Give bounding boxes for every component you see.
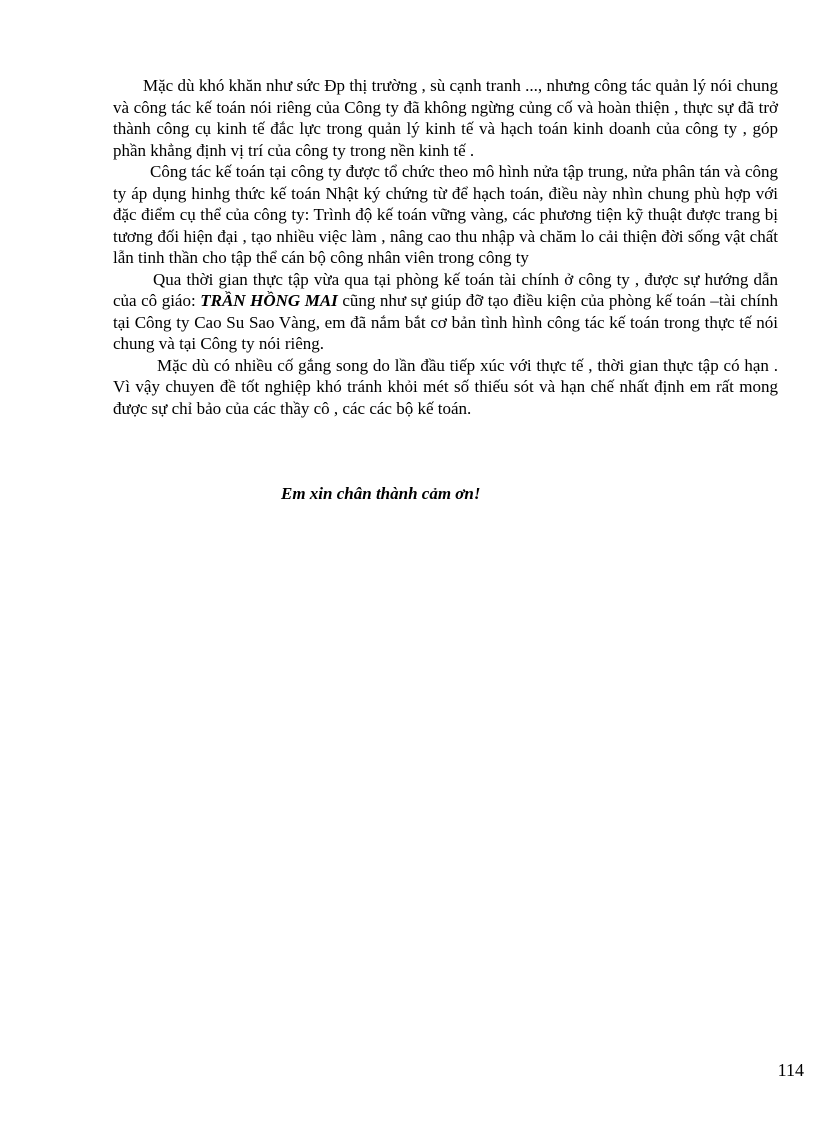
paragraph-4-text: Mặc dù có nhiều cố gắng song do lần đầu tiếp xúc với thực tế , thời gian thực tập có hạn . Vì vậy chuyen đề tốt nghiệp khó tránh khỏi mét số thiếu sót và hạn chế nhất định em rất mong được sự chỉ bảo của các thầy cô , các các bộ kế toán.	[113, 355, 778, 418]
paragraph-2-text: Công tác kế toán tại công ty được tổ chức theo mô hình nửa tập trung, nửa phân tán và công ty áp dụng hinhg thức kế toán Nhật ký chứng từ để hạch toán, điều này nhìn chung phù hợp với đặc điểm cụ thể của công ty: Trình độ kế toán vững vàng, các phương tiện kỹ thuật được trang bị tương đối hiện đại , tạo nhiều việc làm , nâng cao thu nhập và chăm lo cải thiện đời sống vật chất lẫn tinh thần cho tập thể cán bộ công nhân viên trong công ty	[113, 162, 778, 267]
paragraph-3-text-after: cũng như sự giúp đỡ tạo điều kiện của phòng kế toán –tài chính tại Công ty Cao Su Sao Vàng, em đã nắm bắt cơ bản tình hình công tác kế toán trong thực tế nói chung và tại Công ty nói riêng.	[113, 291, 779, 353]
paragraph-2	[113, 161, 778, 269]
paragraph-1	[113, 75, 778, 161]
paragraph-1-text: Mặc dù khó khăn như sức Đp thị trường , sù cạnh tranh ..., nhưng công tác quản lý nói chung và công tác kế toán nói riêng của Công ty đã không ngừng củng cố và hoàn thiện , thực sự đã trở thành công cụ kinh tế đắc lực trong quản lý kinh tế và hạch toán kinh doanh của công ty , góp phần khẳng định vị trí của công ty trong nền kinh tế .	[113, 76, 778, 160]
teacher-name: TRẦN HỒNG MAI	[200, 291, 338, 310]
body-text	[113, 75, 778, 419]
paragraph-4	[113, 355, 778, 420]
paragraph-3	[113, 269, 778, 355]
closing-thanks: Em xin chân thành cảm ơn!	[281, 484, 481, 503]
page-number: 114	[777, 1060, 804, 1080]
paragraph-3-text-before: Qua thời gian thực tập vừa qua tại phòng kế toán tài chính ở công ty , được sự hướng dẫn của cô giáo:	[113, 269, 778, 310]
